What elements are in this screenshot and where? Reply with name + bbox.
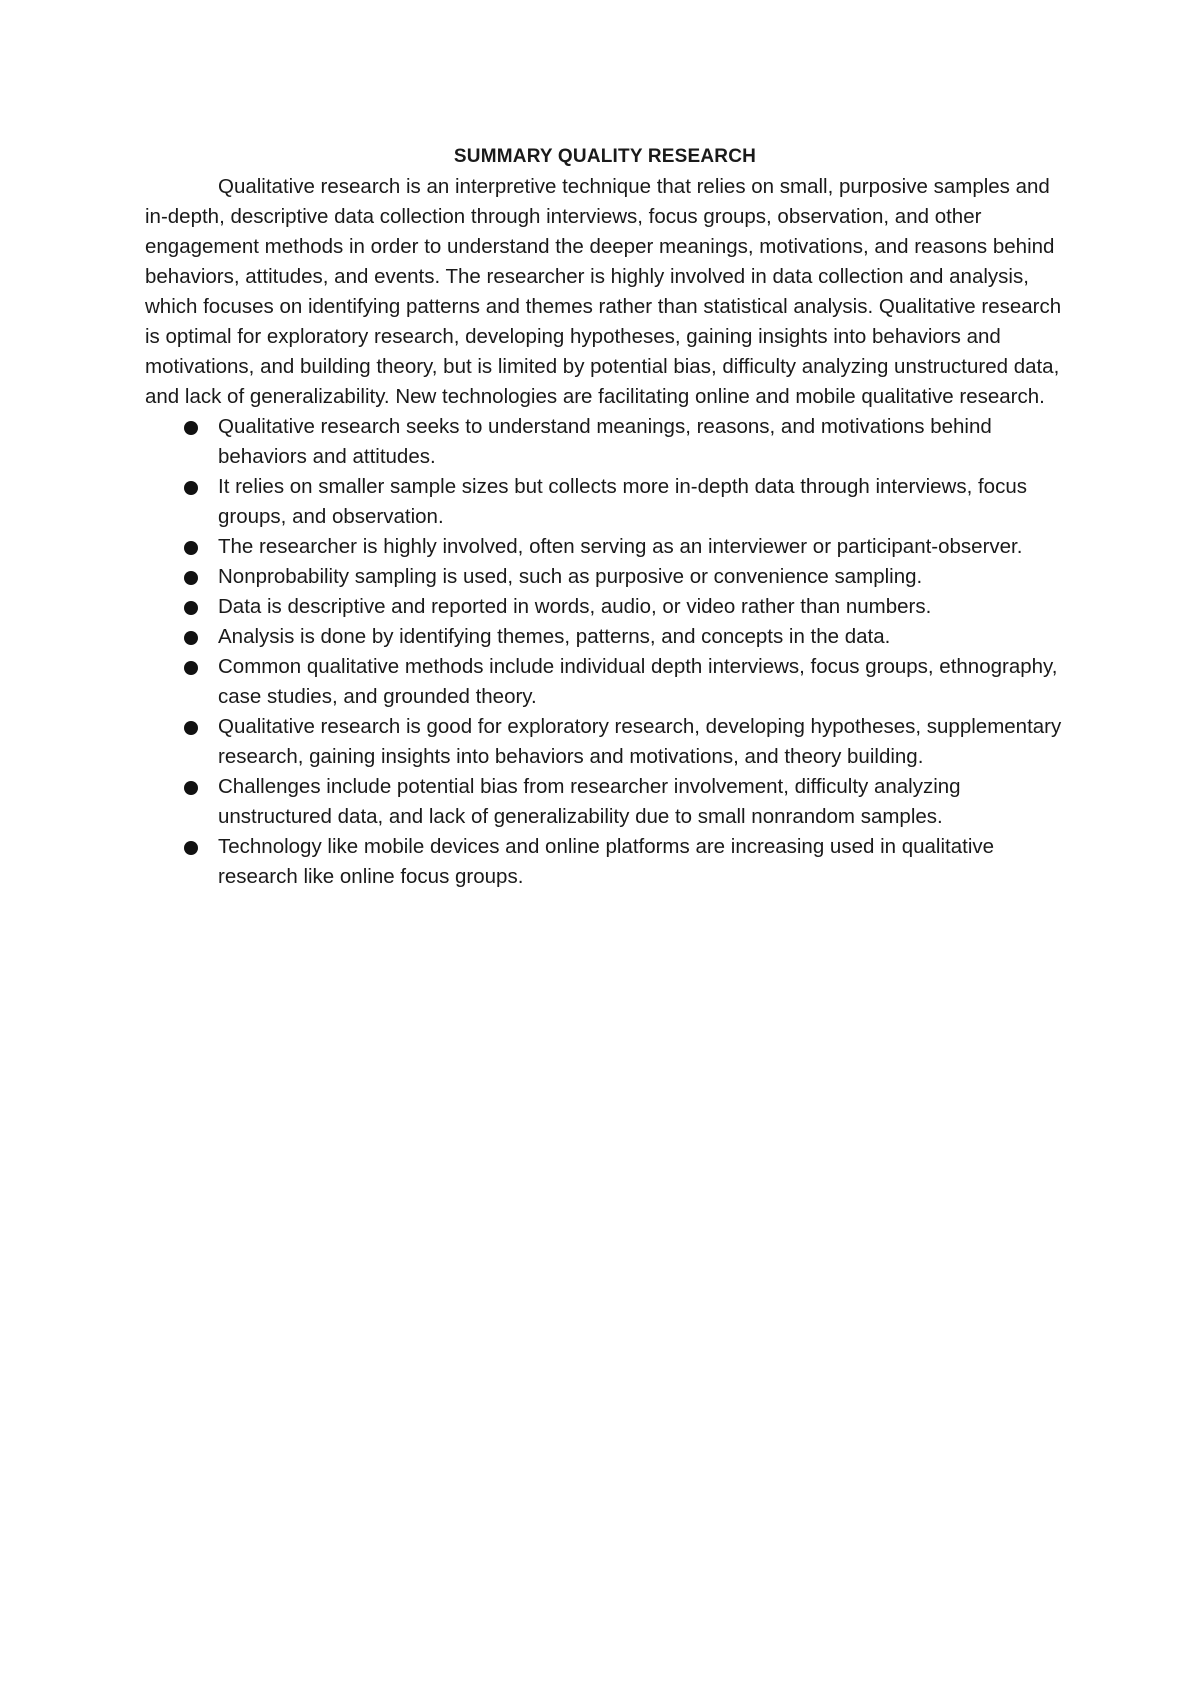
document-title: SUMMARY QUALITY RESEARCH <box>453 146 757 167</box>
summary-bullet-list <box>145 412 1065 892</box>
list-item <box>145 772 1065 832</box>
list-item <box>145 832 1065 892</box>
list-item-text: Analysis is done by identifying themes, patterns, and concepts in the data. <box>218 625 891 648</box>
list-item <box>145 532 1065 562</box>
list-item <box>145 412 1065 472</box>
document-page <box>145 142 1065 892</box>
bullet-icon <box>184 841 198 855</box>
list-item <box>145 622 1065 652</box>
intro-paragraph: Qualitative research is an interpretive technique that relies on small, purposive samples and in-depth, descriptive data collection through interviews, focus groups, observation, and other engagement methods in order to understand the deeper meanings, motivations, and reasons behind behaviors, attitudes, and events. The researcher is highly involved in data collection and analysis, which focuses on identifying patterns and themes rather than statistical analysis. Qualitative research is optimal for exploratory research, developing hypotheses, gaining insights into behaviors and motivations, and building theory, but is limited by potential bias, difficulty analyzing unstructured data, and lack of generalizability. New technologies are facilitating online and mobile qualitative research. <box>145 175 1062 408</box>
list-item-text: Data is descriptive and reported in words, audio, or video rather than numbers. <box>218 595 932 618</box>
bullet-icon <box>184 781 198 795</box>
bullet-icon <box>184 571 198 585</box>
list-item <box>145 652 1065 712</box>
list-item-text: It relies on smaller sample sizes but collects more in-depth data through interviews, focus groups, and observation. <box>218 475 1027 528</box>
list-item <box>145 592 1065 622</box>
bullet-icon <box>184 721 198 735</box>
bullet-icon <box>184 541 198 555</box>
list-item-text: Nonprobability sampling is used, such as purposive or convenience sampling. <box>218 565 923 588</box>
bullet-icon <box>184 631 198 645</box>
bullet-icon <box>184 661 198 675</box>
list-item <box>145 562 1065 592</box>
list-item <box>145 472 1065 532</box>
list-item-text: Qualitative research is good for exploratory research, developing hypotheses, supplementary research, gaining insights into behaviors and motivations, and theory building. <box>218 715 1062 768</box>
list-item-text: Technology like mobile devices and online platforms are increasing used in qualitative research like online focus groups. <box>218 835 995 888</box>
list-item-text: Qualitative research seeks to understand meanings, reasons, and motivations behind behaviors and attitudes. <box>218 415 992 468</box>
bullet-icon <box>184 421 198 435</box>
list-item <box>145 712 1065 772</box>
list-item-text: The researcher is highly involved, often serving as an interviewer or participant-observer. <box>218 535 1023 558</box>
list-item-text: Common qualitative methods include individual depth interviews, focus groups, ethnography, case studies, and grounded theory. <box>218 655 1058 708</box>
bullet-icon <box>184 601 198 615</box>
bullet-icon <box>184 481 198 495</box>
list-item-text: Challenges include potential bias from researcher involvement, difficulty analyzing unstructured data, and lack of generalizability due to small nonrandom samples. <box>218 775 961 828</box>
